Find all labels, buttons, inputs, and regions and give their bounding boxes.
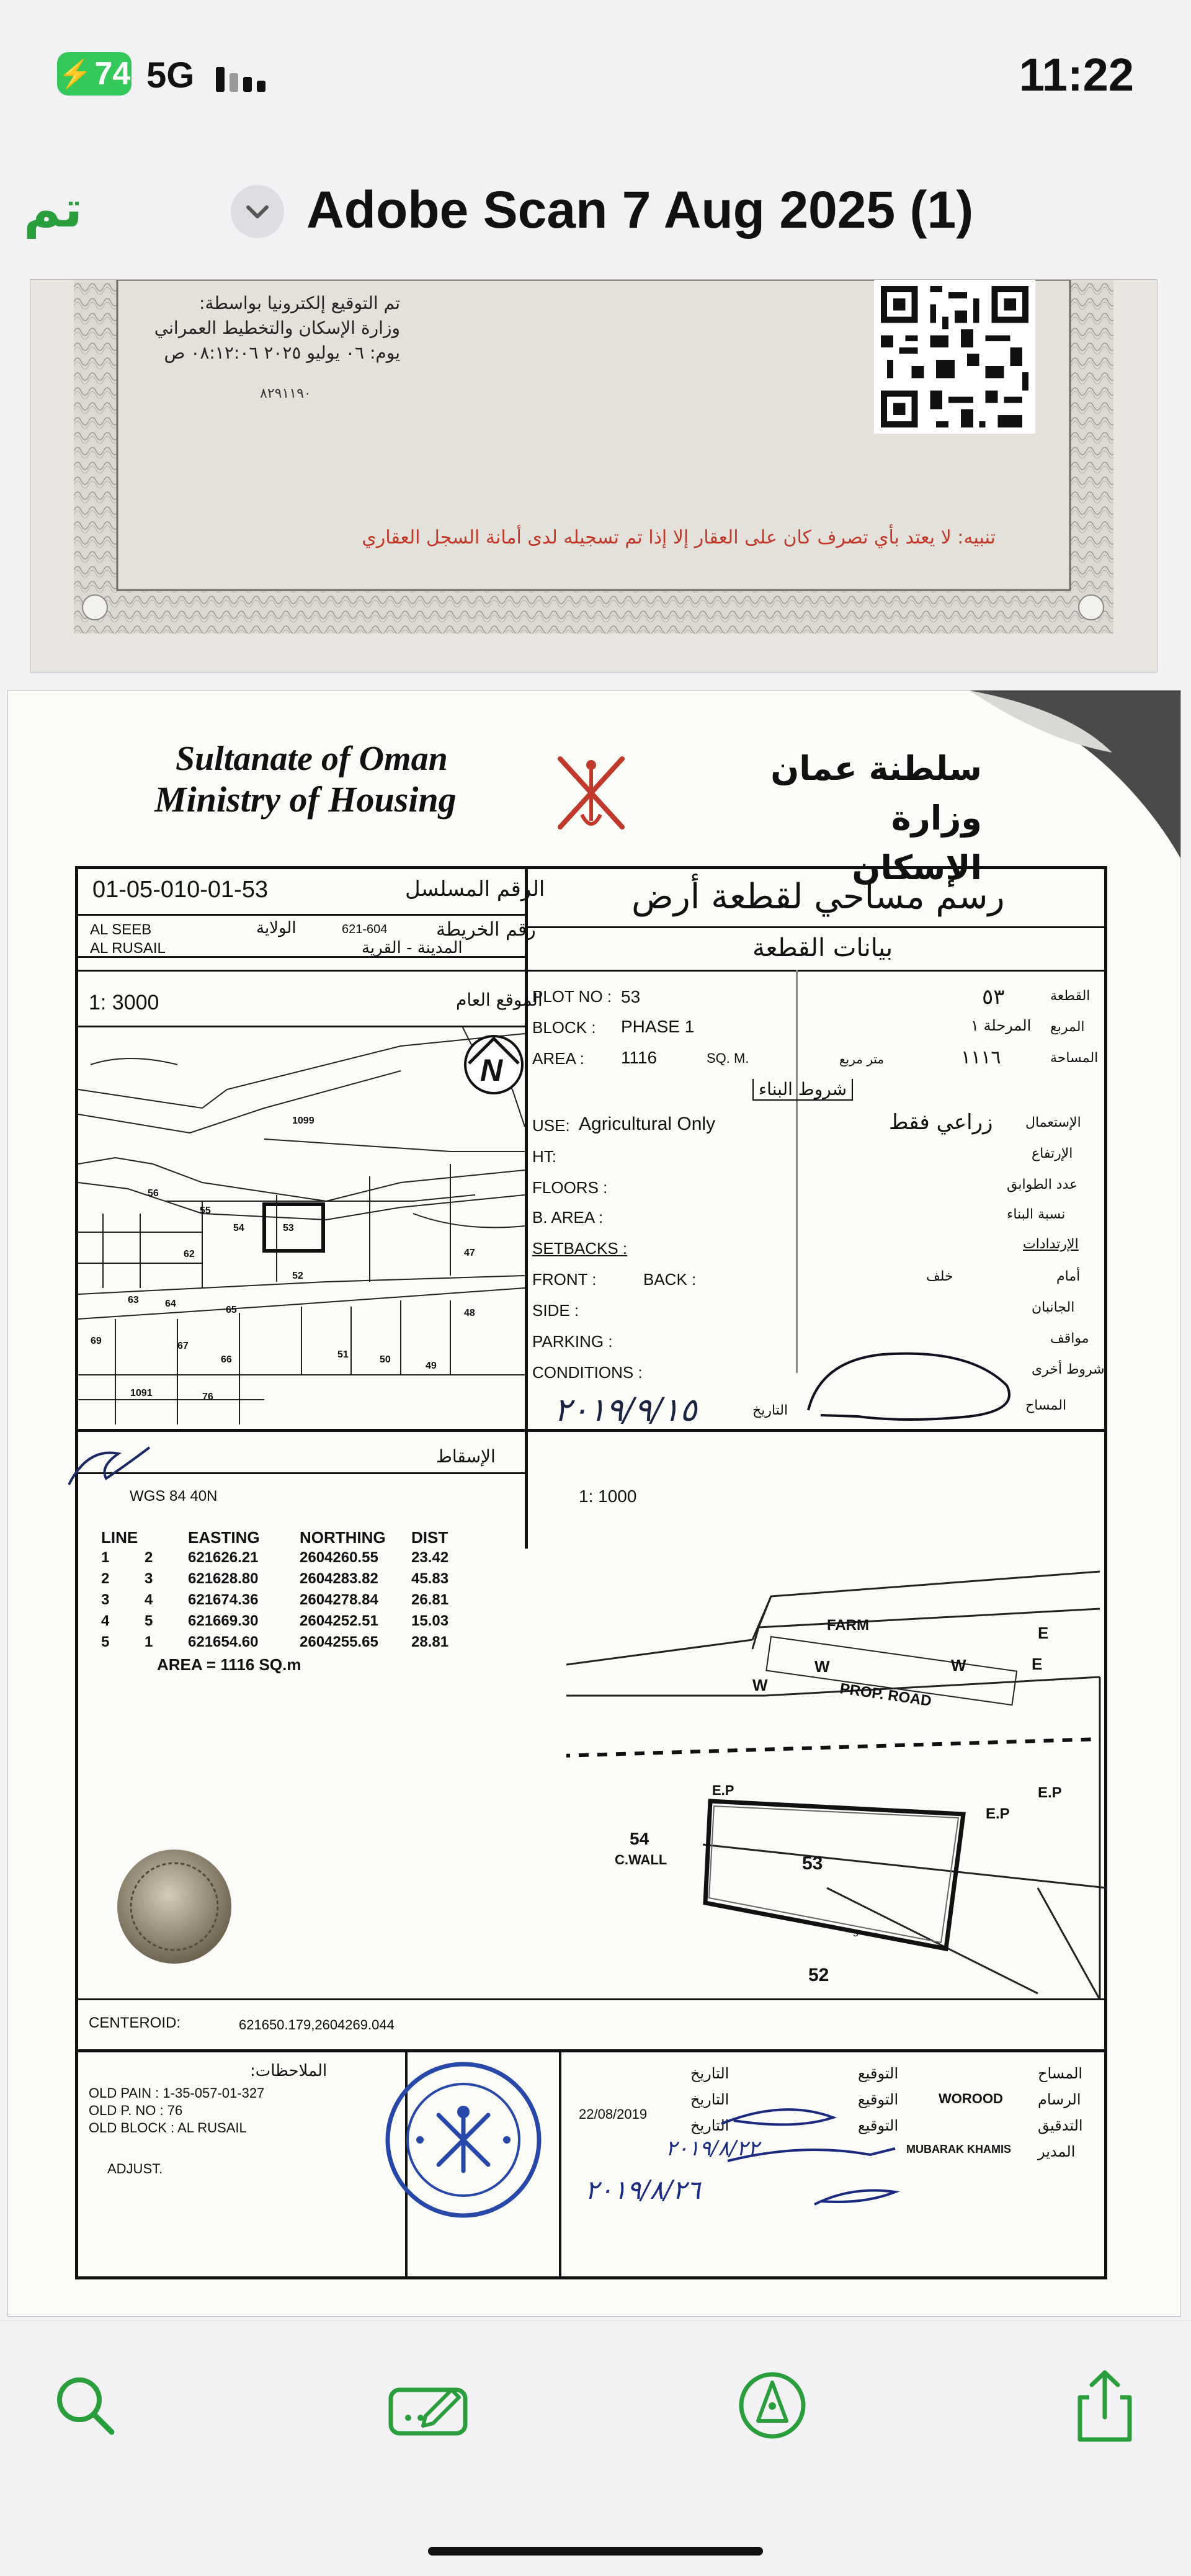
edit-scan-icon [385, 2365, 471, 2446]
area-unit: SQ. M. [707, 1050, 749, 1066]
date-label: التاريخ [752, 1403, 788, 1418]
coord-cell: 26.81 [411, 1591, 449, 1608]
status-bar [0, 0, 1191, 155]
lot-label: 54 [233, 1223, 244, 1233]
coord-cell: 621626.21 [188, 1549, 259, 1566]
lot-label: 63 [128, 1295, 139, 1305]
area-total: AREA = 1116 SQ.m [157, 1655, 301, 1674]
e-mark: E [1038, 1624, 1049, 1642]
plot-54-label: 54 [630, 1829, 649, 1848]
col-dist: DIST [411, 1528, 448, 1547]
lot-label: 52 [292, 1271, 303, 1281]
country-name-ar: سلطنة عمان [770, 749, 982, 788]
signature-date: التاريخ [690, 2091, 729, 2108]
ht-label: HT: [532, 1147, 556, 1166]
lot-label: 49 [426, 1361, 437, 1371]
coord-cell: 2 [145, 1549, 153, 1566]
col-northing: NORTHING [300, 1528, 386, 1547]
serial-number: 01-05-010-01-53 [92, 877, 269, 903]
signed-line-1: تم التوقيع إلكترونيا بواسطة: [199, 293, 400, 313]
e-signature-note [154, 291, 400, 365]
coord-cell: 3 [145, 1570, 153, 1587]
coord-table-header [101, 1528, 473, 1547]
map-number-label: رقم الخريطة [436, 919, 536, 941]
coord-table-row [101, 1611, 473, 1632]
location-scale: 1: 3000 [89, 991, 159, 1014]
svg-text:N: N [480, 1053, 503, 1088]
coord-cell: 15.03 [411, 1612, 449, 1629]
title-row-rule [525, 926, 1107, 928]
markup-button[interactable] [732, 2365, 813, 2446]
chevron-down-icon [231, 185, 284, 238]
col-line: LINE [101, 1528, 138, 1547]
coord-cell: 4 [145, 1591, 153, 1608]
lot-label: 62 [184, 1249, 195, 1259]
setbacks-label: SETBACKS : [532, 1239, 628, 1258]
reviewer-signatures [709, 2086, 932, 2211]
coord-cell: 621669.30 [188, 1612, 259, 1629]
area-label: AREA : [532, 1049, 584, 1068]
use-ar: زراعي فقط [889, 1110, 993, 1135]
general-location-label: الموقع العام [456, 990, 543, 1010]
block-label: BLOCK : [532, 1018, 596, 1037]
plot-plan [566, 1541, 1107, 2000]
cwall-label: C.WALL [615, 1852, 667, 1867]
signal-bars-icon [216, 61, 265, 92]
projection-label: الإسقاط [436, 1446, 496, 1467]
title-menu-button[interactable] [231, 185, 284, 238]
coord-cell: 2604283.82 [300, 1570, 378, 1587]
lot-label: 48 [464, 1308, 475, 1318]
floors-label: FLOORS : [532, 1178, 608, 1197]
initials-mark [63, 1441, 162, 1491]
plot-data-rule [525, 970, 1107, 972]
coord-cell: 2604252.51 [300, 1612, 378, 1629]
share-icon [1064, 2365, 1145, 2446]
qr-code [874, 280, 1035, 434]
wgs-label: WGS 84 40N [130, 1488, 218, 1505]
coord-cell: 2604260.55 [300, 1549, 378, 1566]
coord-table-row [101, 1547, 473, 1568]
town-value: AL RUSAIL [90, 940, 166, 957]
coord-table-row [101, 1590, 473, 1611]
ep-label: E.P [712, 1782, 734, 1798]
coord-cell: 621674.36 [188, 1591, 259, 1608]
location-map [78, 1027, 525, 1429]
lot-label: 66 [221, 1354, 232, 1365]
wilayat-value: AL SEEB [90, 921, 152, 938]
adjust-label: ADJUST. [107, 2161, 163, 2176]
parking-label: PARKING : [532, 1332, 613, 1351]
road-label: PROP. ROAD [839, 1680, 933, 1710]
coord-cell: 621654.60 [188, 1634, 259, 1650]
signature-name: MUBARAK KHAMIS [906, 2143, 1011, 2155]
north-arrow-icon [465, 1036, 522, 1093]
plot-52-label: 52 [808, 1965, 829, 1985]
search-button[interactable] [45, 2365, 125, 2446]
ep-label: E.P [1038, 1784, 1062, 1801]
charging-bolt-icon: ⚡ [58, 59, 92, 89]
edit-scan-button[interactable] [385, 2365, 465, 2446]
lot-label: 53 [283, 1223, 294, 1233]
col-easting: EASTING [188, 1528, 260, 1547]
coord-cell: 5 [101, 1634, 110, 1650]
lot-label: 47 [464, 1248, 475, 1258]
ministry-name-en: Ministry of Housing [154, 779, 457, 820]
wilayat-label: الولاية [256, 919, 297, 937]
old-pain: OLD PAIN : 1-35-057-01-327 [89, 2085, 265, 2101]
coord-cell: 2604255.65 [300, 1634, 378, 1650]
conditions-ar: شروط أخرى [1032, 1362, 1105, 1377]
footer-rule [75, 2049, 1107, 2052]
lot-label: 51 [337, 1349, 349, 1360]
surveyor-label: المساح [1025, 1398, 1067, 1413]
notes-label: الملاحظات: [250, 2062, 328, 2080]
area-ar-label: المساحة [1050, 1050, 1099, 1066]
centeroid-value: 621650.179,2604269.044 [239, 2017, 395, 2033]
document-title[interactable]: Adobe Scan 7 Aug 2025 (1) [306, 181, 974, 239]
lot-label: 67 [177, 1341, 189, 1351]
lot-label: 69 [91, 1336, 102, 1346]
signature-role: المدير [1038, 2143, 1076, 2160]
lot-label: 56 [148, 1188, 159, 1199]
signature-date: التاريخ [690, 2117, 729, 2134]
back-label: BACK : [643, 1270, 697, 1289]
sig-date: 22/08/2019 [579, 2106, 648, 2122]
signed-line-2: وزارة الإسكان والتخطيط العمراني [154, 318, 400, 338]
area-ar: ١١١٦ [961, 1047, 1001, 1068]
network-type: 5G [146, 55, 195, 96]
ht-ar-label: الإرتفاع [1032, 1146, 1073, 1161]
serial-row-rule [75, 914, 528, 916]
signature-role: الرسام [1038, 2091, 1081, 2108]
area-ar-unit: متر مربع [839, 1052, 885, 1067]
front-label: FRONT : [532, 1270, 597, 1289]
main-scale: 1: 1000 [579, 1487, 637, 1506]
plot-no-label: PLOT NO : [532, 987, 612, 1006]
old-block: OLD BLOCK : AL RUSAIL [89, 2120, 247, 2135]
lot-label: 1091 [130, 1388, 153, 1398]
signed-line-3: يوم: ٠٦ يوليو ٢٠٢٥ ٠٨:١٢:٠٦ ص [164, 342, 400, 363]
town-label: المدينة - القرية [362, 939, 463, 957]
plot-no: 53 [621, 987, 641, 1006]
coord-cell: 45.83 [411, 1570, 449, 1587]
area-value: 1116 [621, 1048, 658, 1067]
signature-sig: التوقيع [858, 2117, 899, 2134]
coord-cell: 23.42 [411, 1549, 449, 1566]
lot-label: 65 [226, 1305, 237, 1315]
block-ar-label: المربع [1050, 1019, 1085, 1035]
search-icon [45, 2365, 125, 2446]
lot-label: 76 [202, 1392, 213, 1402]
lot-label: 55 [200, 1205, 211, 1216]
w-mark: W [814, 1657, 830, 1676]
document-title-ar: رسم مساحي لقطعة أرض [631, 877, 1005, 917]
done-button[interactable]: تم [24, 180, 83, 239]
coord-cell: 28.81 [411, 1634, 449, 1650]
serial-label: الرقم المسلسل [405, 877, 545, 901]
coord-cell: 3 [101, 1591, 110, 1608]
back-ar: خلف [926, 1269, 953, 1284]
footer-divider-2 [559, 2049, 561, 2279]
document-code: ٨٢٩١١٩٠ [260, 385, 311, 401]
ministry-stamp-icon [383, 2059, 544, 2220]
coord-cell: 2 [101, 1570, 110, 1587]
signature-role: التدقيق [1038, 2117, 1083, 2134]
coord-cell: 1 [145, 1634, 153, 1650]
side-ar: الجانبان [1032, 1300, 1075, 1315]
plot-data-center-rule [796, 970, 798, 1373]
coordinate-table [101, 1528, 473, 1675]
parking-ar: مواقف [1050, 1331, 1089, 1346]
block-value: PHASE 1 [621, 1017, 695, 1036]
floors-ar-label: عدد الطوابق [1007, 1177, 1078, 1192]
use-label: USE: [532, 1116, 570, 1135]
e-mark: E [1032, 1655, 1043, 1673]
setbacks-ar-label: الإرتدادات [1023, 1237, 1079, 1252]
country-name-en: Sultanate of Oman [176, 740, 448, 778]
use-value: Agricultural Only [579, 1114, 716, 1134]
plot-no-ar-label: القطعة [1050, 988, 1091, 1004]
scan-page-2[interactable] [7, 690, 1181, 2317]
map-number: 621-604 [342, 923, 388, 936]
signature-name: WOROOD [939, 2091, 1003, 2106]
embossed-seal-icon [112, 1845, 236, 1969]
home-indicator[interactable] [428, 2547, 763, 2556]
bottom-toolbar [0, 2320, 1191, 2576]
building-conditions-label: شروط البناء [752, 1079, 853, 1101]
signature-date: التاريخ [690, 2065, 729, 2082]
signature-sig: التوقيع [858, 2091, 899, 2108]
ep-label: E.P [986, 1805, 1010, 1822]
coord-cell: 5 [145, 1612, 153, 1629]
plot-no-ar: ٥٣ [982, 985, 1005, 1009]
conditions-label: CONDITIONS : [532, 1363, 643, 1382]
status-time: 11:22 [1019, 49, 1134, 101]
coord-cell: 4 [101, 1612, 110, 1629]
handwritten-date-2: ٢٠١٩/٨/٢٢ [666, 2136, 759, 2161]
scan-page-1[interactable] [30, 279, 1158, 673]
coord-table-row [101, 1568, 473, 1590]
header-english [154, 739, 457, 820]
battery-indicator [57, 52, 132, 96]
surveyor-signature [783, 1342, 1044, 1435]
barea-ar-label: نسبة البناء [1007, 1207, 1066, 1222]
w-mark: W [752, 1676, 768, 1694]
coord-table-row [101, 1632, 473, 1653]
location-rule [75, 970, 528, 972]
lot-label: 1099 [292, 1116, 314, 1126]
handwritten-date-3: ٢٠١٩/٨/٢٦ [585, 2175, 701, 2205]
signature-sig: التوقيع [858, 2065, 899, 2082]
oman-emblem-icon [548, 746, 635, 839]
handwritten-date: ٢٠١٩/٩/١٥ [554, 1392, 697, 1429]
old-pno: OLD P. NO : 76 [89, 2103, 183, 2118]
plot-data-title: بيانات القطعة [752, 934, 893, 962]
edge-label: 5 [853, 1928, 859, 1939]
lot-label: 64 [165, 1299, 176, 1309]
coord-table-body [101, 1547, 473, 1653]
w-mark: W [951, 1656, 966, 1675]
signature-role: المساح [1038, 2065, 1083, 2082]
coord-cell: 1 [101, 1549, 110, 1566]
markup-pen-icon [732, 2365, 813, 2446]
ministry-name-ar: وزارة الإسكان [852, 798, 982, 887]
vertical-divider [525, 866, 528, 1549]
coord-cell: 621628.80 [188, 1570, 259, 1587]
block-ar: المرحلة ١ [971, 1017, 1032, 1034]
front-ar: أمام [1056, 1269, 1081, 1284]
registration-warning: تنبيه: لا يعتد بأي تصرف كان على العقار إلا إذا تم تسجيله لدى أمانة السجل العقاري [362, 527, 996, 548]
use-ar-label: الإستعمال [1025, 1115, 1081, 1130]
coord-cell: 2604278.84 [300, 1591, 378, 1608]
share-button[interactable] [1064, 2365, 1145, 2446]
plot-53-label: 53 [802, 1853, 823, 1874]
farm-label: FARM [827, 1617, 869, 1634]
certificate-background [74, 280, 1113, 633]
battery-level: 74 [94, 56, 131, 92]
centeroid-label: CENTEROID: [89, 2015, 181, 2031]
barea-label: B. AREA : [532, 1208, 604, 1227]
side-label: SIDE : [532, 1301, 579, 1320]
lot-label: 50 [380, 1354, 391, 1365]
